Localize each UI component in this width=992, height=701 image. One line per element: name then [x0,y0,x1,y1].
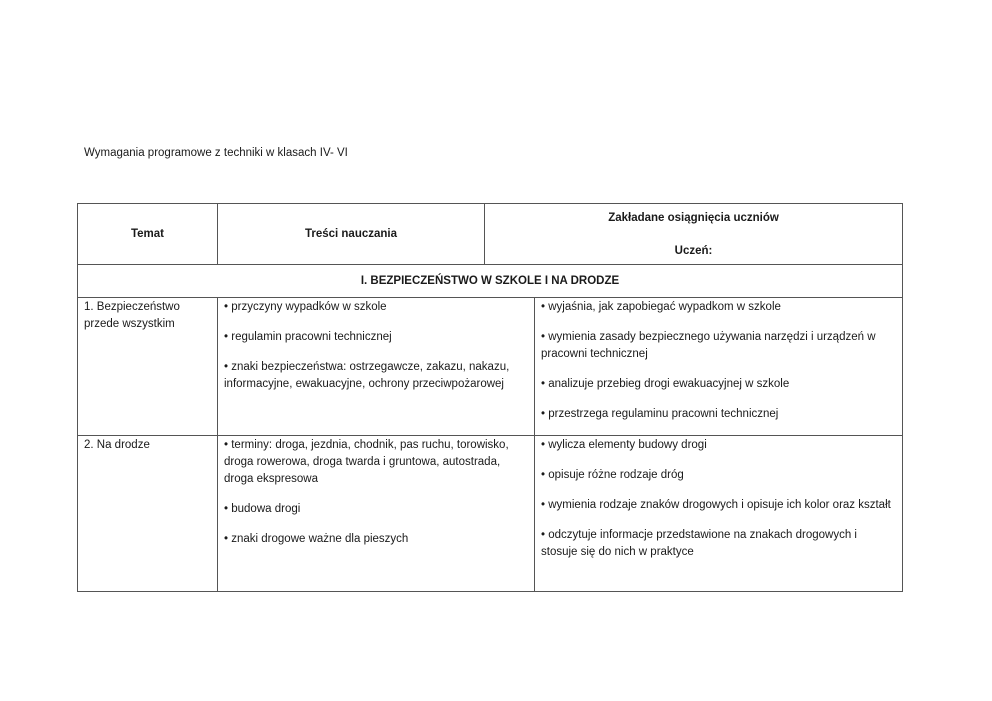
list-item: • wymienia zasady bezpiecznego używania narzędzi i urządzeń w pracowni technicznej [541,329,896,363]
section-title: I. BEZPIECZEŃSTWO W SZKOLE I NA DRODZE [78,265,903,298]
table-row [78,436,903,592]
table-row [78,298,903,436]
header-content: Treści nauczania [218,204,485,265]
list-item: • odczytuje informacje przedstawione na znakach drogowych i stosuje się do nich w praktyce [541,527,896,561]
list-item: • przestrzega regulaminu pracowni technicznej [541,406,896,423]
table-header-row [78,204,903,265]
list-item: • wyjaśnia, jak zapobiegać wypadkom w szkole [541,299,896,316]
row-topic [78,436,218,592]
list-item: • znaki bezpieczeństwa: ostrzegawcze, zakazu, nakazu, informacyjne, ewakuacyjne, ochrony przeciwpożarowej [224,359,528,393]
list-item: • regulamin pracowni technicznej [224,329,528,346]
row-topic [78,298,218,436]
header-achievements-student: Uczeń: [674,245,713,257]
list-item: • przyczyny wypadków w szkole [224,299,528,316]
list-item: • wylicza elementy budowy drogi [541,437,896,454]
row-achievements [535,298,903,436]
row-topic-text: 1. Bezpieczeństwo przede wszystkim [84,301,180,330]
section-row [78,265,903,298]
list-item: • analizuje przebieg drogi ewakuacyjnej w szkole [541,376,896,393]
row-achievements [535,436,903,592]
list-item: • opisuje różne rodzaje dróg [541,467,896,484]
row-content [218,298,535,436]
list-item: • znaki drogowe ważne dla pieszych [224,531,528,548]
row-content [218,436,535,592]
curriculum-table [77,203,903,592]
list-item: • terminy: droga, jezdnia, chodnik, pas ruchu, torowisko, droga rowerowa, droga twarda i gruntowa, autostrada, droga ekspresowa [224,437,528,488]
header-achievements-title: Zakładane osiągnięcia uczniów [608,212,779,224]
header-topic: Temat [78,204,218,265]
document-title: Wymagania programowe z techniki w klasach IV- VI [84,147,348,159]
row-topic-text: 2. Na drodze [84,439,150,451]
list-item: • wymienia rodzaje znaków drogowych i opisuje ich kolor oraz kształt [541,497,896,514]
header-achievements [485,204,903,265]
list-item: • budowa drogi [224,501,528,518]
